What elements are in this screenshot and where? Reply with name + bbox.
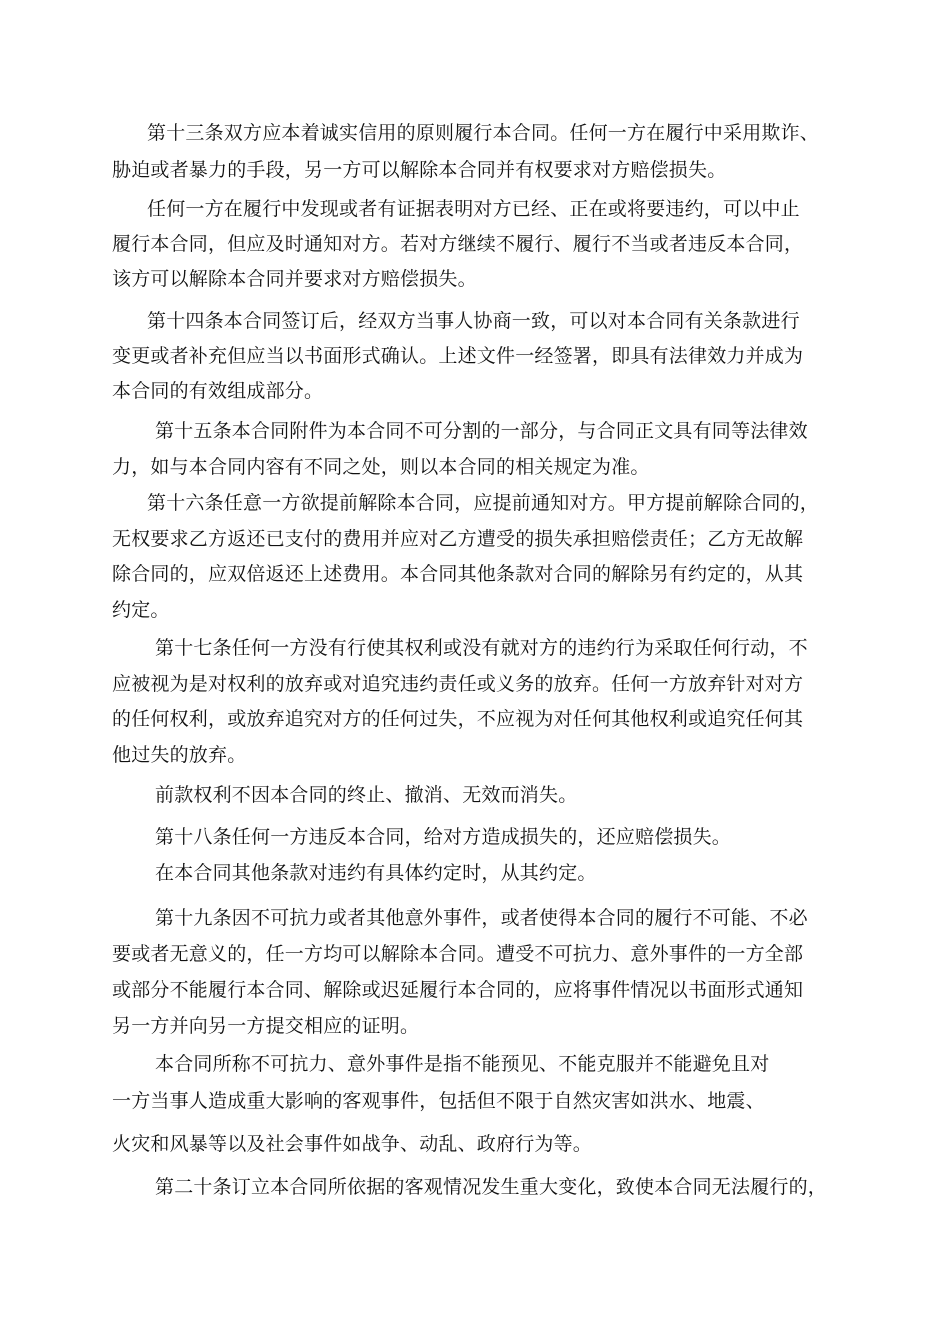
text-line: 履行本合同，但应及时通知对方。若对方继续不履行、履行不当或者违反本合同， [112,233,804,255]
text-line: 第二十条订立本合同所依据的客观情况发生重大变化，致使本合同无法履行的， [155,1176,828,1198]
text-line: 力，如与本合同内容有不同之处，则以本合同的相关规定为准。 [112,456,650,478]
text-line: 本合同所称不可抗力、意外事件是指不能预见、不能克服并不能避免且对 [155,1053,770,1075]
text-line: 的任何权利，或放弃追究对方的任何过失，不应视为对任何其他权利或追究任何其 [112,708,804,730]
text-line: 应被视为是对权利的放弃或对追究违约责任或义务的放弃。任何一方放弃针对对方 [112,673,804,695]
text-line: 第十六条任意一方欲提前解除本合同，应提前通知对方。甲方提前解除合同的， [147,492,820,514]
text-line: 前款权利不因本合同的终止、撤消、无效而消失。 [155,784,578,806]
text-line: 第十九条因不可抗力或者其他意外事件，或者使得本合同的履行不可能、不必 [155,907,808,929]
text-line: 该方可以解除本合同并要求对方赔偿损失。 [112,268,477,290]
text-line: 第十三条双方应本着诚实信用的原则履行本合同。任何一方在履行中采用欺诈、 [147,122,820,144]
text-line: 任何一方在履行中发现或者有证据表明对方已经、正在或将要违约，可以中止 [147,198,800,220]
text-line: 胁迫或者暴力的手段，另一方可以解除本合同并有权要求对方赔偿损失。 [112,159,727,181]
text-line: 无权要求乙方返还已支付的费用并应对乙方遭受的损失承担赔偿责任；乙方无故解 [112,528,804,550]
text-line: 第十五条本合同附件为本合同不可分割的一部分，与合同正文具有同等法律效 [155,420,808,442]
text-line: 第十四条本合同签订后，经双方当事人协商一致，可以对本合同有关条款进行 [147,310,800,332]
text-line: 火灾和风暴等以及社会事件如战争、动乱、政府行为等。 [112,1133,593,1155]
text-line: 他过失的放弃。 [112,744,247,766]
text-line: 变更或者补充但应当以书面形式确认。上述文件一经签署，即具有法律效力并成为 [112,345,804,367]
text-line: 除合同的，应双倍返还上述费用。本合同其他条款对合同的解除另有约定的，从其 [112,563,804,585]
text-line: 一方当事人造成重大影响的客观事件，包括但不限于自然灾害如洪水、地震、 [112,1090,765,1112]
text-line: 第十七条任何一方没有行使其权利或没有就对方的违约行为采取任何行动，不 [155,637,808,659]
text-line: 第十八条任何一方违反本合同，给对方造成损失的，还应赔偿损失。 [155,826,732,848]
text-line: 另一方并向另一方提交相应的证明。 [112,1015,420,1037]
text-line: 约定。 [112,599,170,621]
text-line: 或部分不能履行本合同、解除或迟延履行本合同的，应将事件情况以书面形式通知 [112,979,804,1001]
text-line: 本合同的有效组成部分。 [112,380,324,402]
text-line: 要或者无意义的，任一方均可以解除本合同。遭受不可抗力、意外事件的一方全部 [112,943,804,965]
text-line: 在本合同其他条款对违约有具体约定时，从其约定。 [155,862,597,884]
